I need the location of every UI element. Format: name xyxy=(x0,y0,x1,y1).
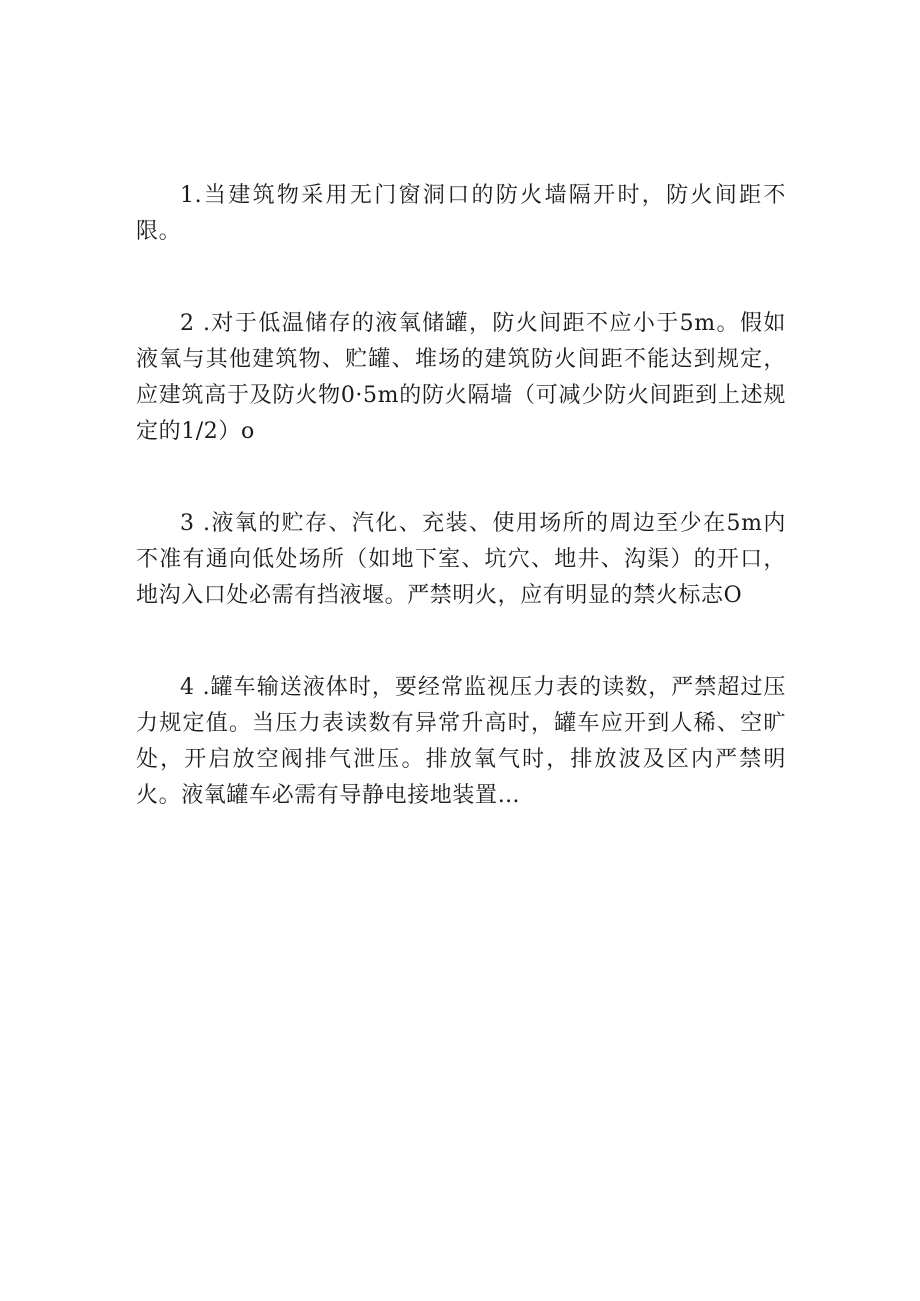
paragraph-4: 4 .罐车输送液体时，要经常监视压力表的读数，严禁超过压力规定值。当压力表读数有异常升高时，罐车应开到人稀、空旷处，开启放空阀排气泄压。排放氧气时，排放波及区内严禁明火。液氧罐车必需有导静电接地装置… xyxy=(136,675,786,808)
paragraph-1: 1.当建筑物采用无门窗洞口的防火墙隔开时，防火间距不限。 xyxy=(136,183,786,244)
paragraph-3: 3 .液氧的贮存、汽化、充装、使用场所的周边至少在5m内不准有通向低处场所（如地下室、坑穴、地井、沟渠）的开口，地沟入口处必需有挡液堰。严禁明火，应有明显的禁火标志O xyxy=(136,511,786,608)
document-body xyxy=(136,178,786,814)
paragraph-2: 2 .对于低温储存的液氧储罐，防火间距不应小于5m。假如液氧与其他建筑物、贮罐、堆场的建筑防火间距不能达到规定，应建筑高于及防火物0·5m的防火隔墙（可减少防火间距到上述规定的1/2）o xyxy=(136,311,786,444)
